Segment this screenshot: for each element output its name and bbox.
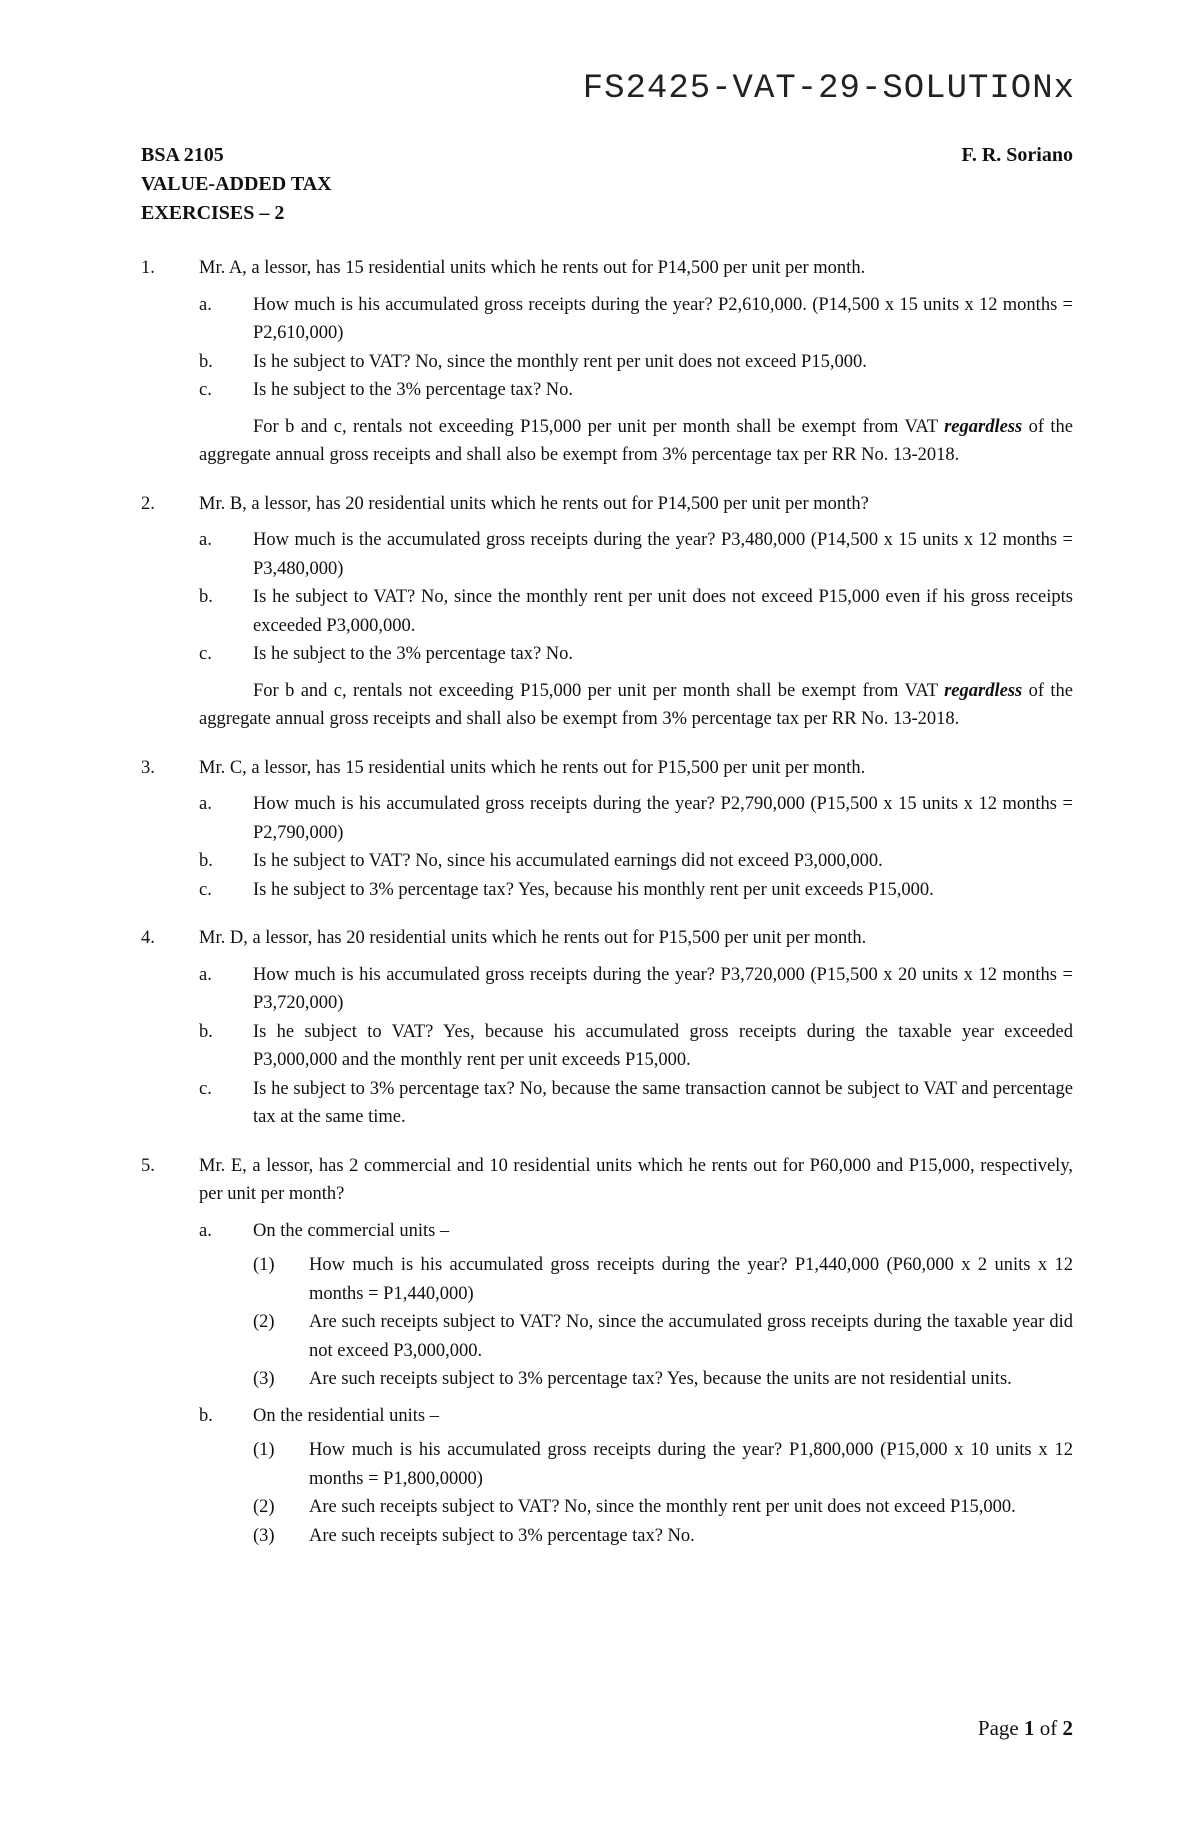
sub-answer-list (253, 1436, 1073, 1550)
answer-item (199, 348, 1073, 377)
answer-list (199, 961, 1073, 1132)
document-code: FS2425-VAT-29-SOLUTIONx (582, 70, 1075, 108)
item-text: Is he subject to VAT? No, since the monthly rent per unit does not exceed P15,000. (253, 351, 867, 372)
answer-list (199, 790, 1073, 904)
explanation-note (199, 413, 1073, 470)
question-3 (141, 754, 1073, 905)
question-text: Mr. C, a lessor, has 15 residential units which he rents out for P15,500 per unit per month. (199, 757, 866, 778)
sub-item-text: Are such receipts subject to VAT? No, since the accumulated gross receipts during the taxable year did not exceed P3,000,000. (309, 1312, 1073, 1361)
page-footer (978, 1716, 1073, 1741)
item-text: Is he subject to the 3% percentage tax? No. (253, 380, 574, 400)
sub-answer-item (253, 1308, 1073, 1365)
page-total: 2 (1062, 1716, 1073, 1740)
answer-item (199, 1402, 1073, 1551)
sub-item-label: (2) (253, 1312, 275, 1332)
question-number: 3. (141, 757, 155, 778)
answer-list (199, 1217, 1073, 1551)
item-text: How much is the accumulated gross receipts during the year? P3,480,000 (P14,500 x 15 units x 12 months = P3,480,000) (253, 530, 1073, 579)
sub-item-label: (1) (253, 1255, 275, 1275)
sub-item-label: (2) (253, 1497, 275, 1517)
sub-answer-list (253, 1251, 1073, 1394)
answer-list (199, 291, 1073, 405)
answer-item (199, 1217, 1073, 1394)
item-text: Is he subject to 3% percentage tax? No, because the same transaction cannot be subject to VAT and percentage tax at the same time. (253, 1078, 1073, 1127)
item-label: a. (199, 964, 212, 985)
item-label: a. (199, 794, 212, 814)
question-text: Mr. A, a lessor, has 15 residential units which he rents out for P14,500 per unit per month. (199, 258, 866, 278)
sub-item-text: How much is his accumulated gross receipts during the year? P1,800,000 (P15,000 x 10 units x 12 months = P1,800,0000) (309, 1440, 1073, 1489)
item-label: a. (199, 294, 212, 315)
sub-item-text: Are such receipts subject to 3% percentage tax? Yes, because the units are not residential units. (309, 1369, 1012, 1389)
item-text: Is he subject to VAT? Yes, because his accumulated gross receipts during the taxable year exceeded P3,000,000 and the monthly rent per unit exceeds P15,000. (253, 1021, 1073, 1070)
sub-item-label: (3) (253, 1369, 275, 1389)
note-text: For b and c, rentals not exceeding P15,000 per unit per month shall be exempt from VAT (253, 416, 938, 437)
exercise-body (141, 254, 1073, 1550)
question-4 (141, 924, 1073, 1132)
item-label: c. (199, 879, 212, 900)
sub-answer-item (253, 1522, 1073, 1551)
note-text: of the aggregate annual gross receipts and shall also be exempt from 3% percentage tax per RR No. 13-2018. (199, 680, 1074, 729)
question-text: Mr. D, a lessor, has 20 residential units which he rents out for P15,500 per unit per month. (199, 928, 867, 948)
item-text: How much is his accumulated gross receipts during the year? P2,790,000 (P15,500 x 15 units x 12 months = P2,790,000) (253, 794, 1073, 843)
sub-item-label: (1) (253, 1440, 275, 1460)
item-label: b. (199, 351, 213, 372)
sub-item-text: Are such receipts subject to 3% percentage tax? No. (309, 1525, 695, 1546)
answer-item (199, 526, 1073, 583)
answer-item (199, 1018, 1073, 1075)
item-text: Is he subject to VAT? No, since the monthly rent per unit does not exceed P15,000 even if his gross receipts exceeded P3,000,000. (253, 587, 1073, 636)
item-text: On the commercial units – (253, 1220, 450, 1241)
note-text: For b and c, rentals not exceeding P15,000 per unit per month shall be exempt from VAT (253, 680, 938, 701)
exercise-title: EXERCISES – 2 (141, 202, 285, 224)
question-number: 5. (141, 1155, 155, 1176)
page-word: Page (977, 1716, 1019, 1740)
sub-item-text: Are such receipts subject to VAT? No, since the monthly rent per unit does not exceed P15,000. (309, 1497, 1016, 1517)
item-text: How much is his accumulated gross receipts during the year? P3,720,000 (P15,500 x 20 units x 12 months = P3,720,000) (253, 964, 1073, 1013)
sub-answer-item (253, 1251, 1073, 1308)
page-number: 1 (1024, 1716, 1035, 1740)
question-1 (141, 254, 1073, 470)
item-text: On the residential units – (253, 1405, 439, 1426)
course-code: BSA 2105 (141, 144, 224, 166)
answer-item (199, 376, 1073, 405)
answer-item (199, 790, 1073, 847)
subject-title: VALUE-ADDED TAX (141, 173, 332, 195)
document-header (141, 141, 1073, 228)
sub-item-text: How much is his accumulated gross receipts during the year? P1,440,000 (P60,000 x 2 units x 12 months = P1,440,000) (309, 1255, 1073, 1304)
item-label: b. (199, 851, 213, 871)
item-label: c. (199, 1078, 212, 1099)
item-text: Is he subject to VAT? No, since his accumulated earnings did not exceed P3,000,000. (253, 851, 883, 871)
answer-item (199, 847, 1073, 876)
item-label: c. (199, 380, 212, 400)
question-text: Mr. B, a lessor, has 20 residential units which he rents out for P14,500 per unit per month? (199, 493, 869, 514)
answer-item (199, 961, 1073, 1018)
answer-item (199, 583, 1073, 640)
item-label: c. (199, 644, 212, 664)
answer-item (199, 640, 1073, 669)
sub-answer-item (253, 1436, 1073, 1493)
answer-item (199, 291, 1073, 348)
sub-item-label: (3) (253, 1525, 275, 1546)
question-number: 1. (141, 258, 155, 278)
item-label: b. (199, 1021, 213, 1042)
item-label: b. (199, 587, 213, 607)
item-label: a. (199, 530, 212, 550)
answer-list (199, 526, 1073, 669)
note-emphasis: regardless (944, 416, 1023, 437)
item-label: b. (199, 1405, 213, 1426)
question-text: Mr. E, a lessor, has 2 commercial and 10 residential units which he rents out for P60,000 and P15,000, respectively, per unit per month? (199, 1155, 1073, 1204)
question-number: 4. (141, 928, 155, 948)
item-label: a. (199, 1220, 212, 1241)
item-text: How much is his accumulated gross receipts during the year? P2,610,000. (P14,500 x 15 units x 12 months = P2,610,000) (253, 294, 1073, 343)
explanation-note (199, 677, 1073, 734)
sub-answer-item (253, 1493, 1073, 1522)
note-emphasis: regardless (944, 680, 1023, 701)
question-number: 2. (141, 493, 155, 514)
note-text: of the aggregate annual gross receipts and shall also be exempt from 3% percentage tax per RR No. 13-2018. (199, 416, 1074, 465)
of-word: of (1039, 1716, 1058, 1740)
item-text: Is he subject to 3% percentage tax? Yes, because his monthly rent per unit exceeds P15,000. (253, 879, 934, 900)
answer-item (199, 876, 1073, 905)
answer-item (199, 1075, 1073, 1132)
question-5 (141, 1152, 1073, 1551)
sub-answer-item (253, 1365, 1073, 1394)
item-text: Is he subject to the 3% percentage tax? No. (253, 644, 574, 664)
question-2 (141, 490, 1073, 734)
author-name: F. R. Soriano (961, 144, 1073, 166)
